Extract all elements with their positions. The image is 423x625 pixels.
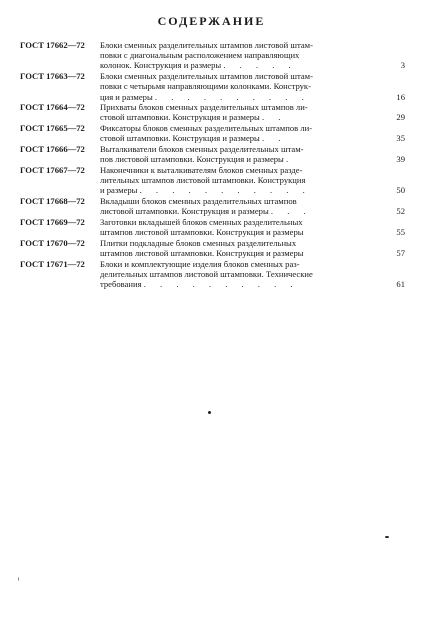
toc-entry bbox=[20, 144, 405, 164]
toc-entry bbox=[20, 123, 405, 143]
toc-entry-code: ГОСТ 17663—72 bbox=[20, 71, 85, 82]
toc-entry bbox=[20, 259, 405, 290]
toc-entry-line: Заготовки вкладышей блоков сменных разделительных bbox=[100, 216, 303, 227]
toc-entry-line: штампов листовой штамповки. Конструкция и размеры bbox=[100, 248, 304, 259]
toc-entry-page: 29 bbox=[396, 112, 405, 123]
toc-entry-line: лительных штампов листовой штамповки. Конструкция bbox=[100, 175, 306, 186]
toc-entry-line: штампов листовой штамповки. Конструкция и размеры bbox=[100, 227, 304, 238]
scan-speck bbox=[385, 536, 389, 538]
toc-entry-line: Выталкиватели блоков сменных разделительных штам- bbox=[100, 144, 304, 155]
toc-entry-line: листовой штамповки. Конструкция и размеры . . . bbox=[100, 206, 312, 217]
toc-entry-code: ГОСТ 17670—72 bbox=[20, 237, 85, 248]
toc-entry-line: Блоки сменных разделительных штампов листовой штам- bbox=[100, 71, 313, 82]
toc-entry-line: стовой штамповки. Конструкция и размеры . . bbox=[100, 133, 287, 144]
toc-entry bbox=[20, 217, 405, 237]
toc-entry-page: 50 bbox=[396, 185, 405, 196]
toc-entry-line: пов листовой штамповки. Конструкция и размеры . bbox=[100, 154, 295, 165]
toc-entry-line: повки с четырьмя направляющими колонками. Конструк- bbox=[100, 81, 311, 92]
toc-entry-code: ГОСТ 17666—72 bbox=[20, 144, 85, 155]
toc-entry-line: делительных штампов листовой штамповки. Технические bbox=[100, 268, 313, 279]
toc-entry-line: колонок. Конструкция и размеры . . . . . bbox=[100, 60, 297, 71]
toc-entry-line: Плитки подкладные блоков сменных разделительных bbox=[100, 237, 297, 248]
toc-entry-line: Блоки и комплектующие изделия блоков сменных раз- bbox=[100, 258, 300, 269]
toc-entry-line: требования . . . . . . . . . . bbox=[100, 279, 299, 290]
toc-entry-code: ГОСТ 17664—72 bbox=[20, 102, 85, 113]
toc-entry bbox=[20, 165, 405, 196]
toc-entry-line: Прихваты блоков сменных разделительных штампов ли- bbox=[100, 102, 308, 113]
toc-entry bbox=[20, 71, 405, 102]
toc-entry-code: ГОСТ 17665—72 bbox=[20, 123, 85, 134]
toc-entry-page: 52 bbox=[396, 206, 405, 217]
toc-entry-line: Блоки сменных разделительных штампов листовой штам- bbox=[100, 40, 313, 50]
toc-entry-page: 61 bbox=[396, 279, 405, 290]
toc-entry-code: ГОСТ 17671—72 bbox=[20, 258, 85, 269]
toc-entry-code: ГОСТ 17667—72 bbox=[20, 164, 85, 175]
toc-entry-line: ция и размеры . . . . . . . . . . bbox=[100, 91, 310, 102]
toc-entry-page: 55 bbox=[396, 227, 405, 238]
toc-entry-code: ГОСТ 17669—72 bbox=[20, 216, 85, 227]
toc-entry-line: Фиксаторы блоков сменных разделительных штампов ли- bbox=[100, 123, 313, 134]
toc-entry-line: Вкладыши блоков сменных разделительных штампов bbox=[100, 196, 297, 207]
toc-entry bbox=[20, 196, 405, 216]
toc-entry-code: ГОСТ 17662—72 bbox=[20, 40, 85, 50]
toc-entry-line: и размеры . . . . . . . . . . . bbox=[100, 185, 311, 196]
toc-entry-page: 35 bbox=[396, 133, 405, 144]
toc-entry bbox=[20, 238, 405, 258]
toc-entry-line: повки с диагональным расположением направляющих bbox=[100, 50, 300, 61]
toc-entry-page: 3 bbox=[400, 60, 405, 71]
scan-speck bbox=[18, 577, 19, 581]
toc-entry-line: Наконечники к выталкивателям блоков сменных разде- bbox=[100, 164, 303, 175]
toc-entry-page: 57 bbox=[396, 248, 405, 259]
toc-entry-page: 16 bbox=[396, 91, 405, 102]
table-of-contents bbox=[20, 40, 405, 290]
toc-entry bbox=[20, 40, 405, 71]
page-title: СОДЕРЖАНИЕ bbox=[157, 14, 266, 28]
toc-entry-page: 39 bbox=[396, 154, 405, 165]
toc-entry-line: стовой штамповки. Конструкция и размеры . . bbox=[100, 112, 287, 123]
toc-entry bbox=[20, 102, 405, 122]
toc-entry-code: ГОСТ 17668—72 bbox=[20, 196, 85, 207]
scan-speck bbox=[208, 411, 211, 414]
